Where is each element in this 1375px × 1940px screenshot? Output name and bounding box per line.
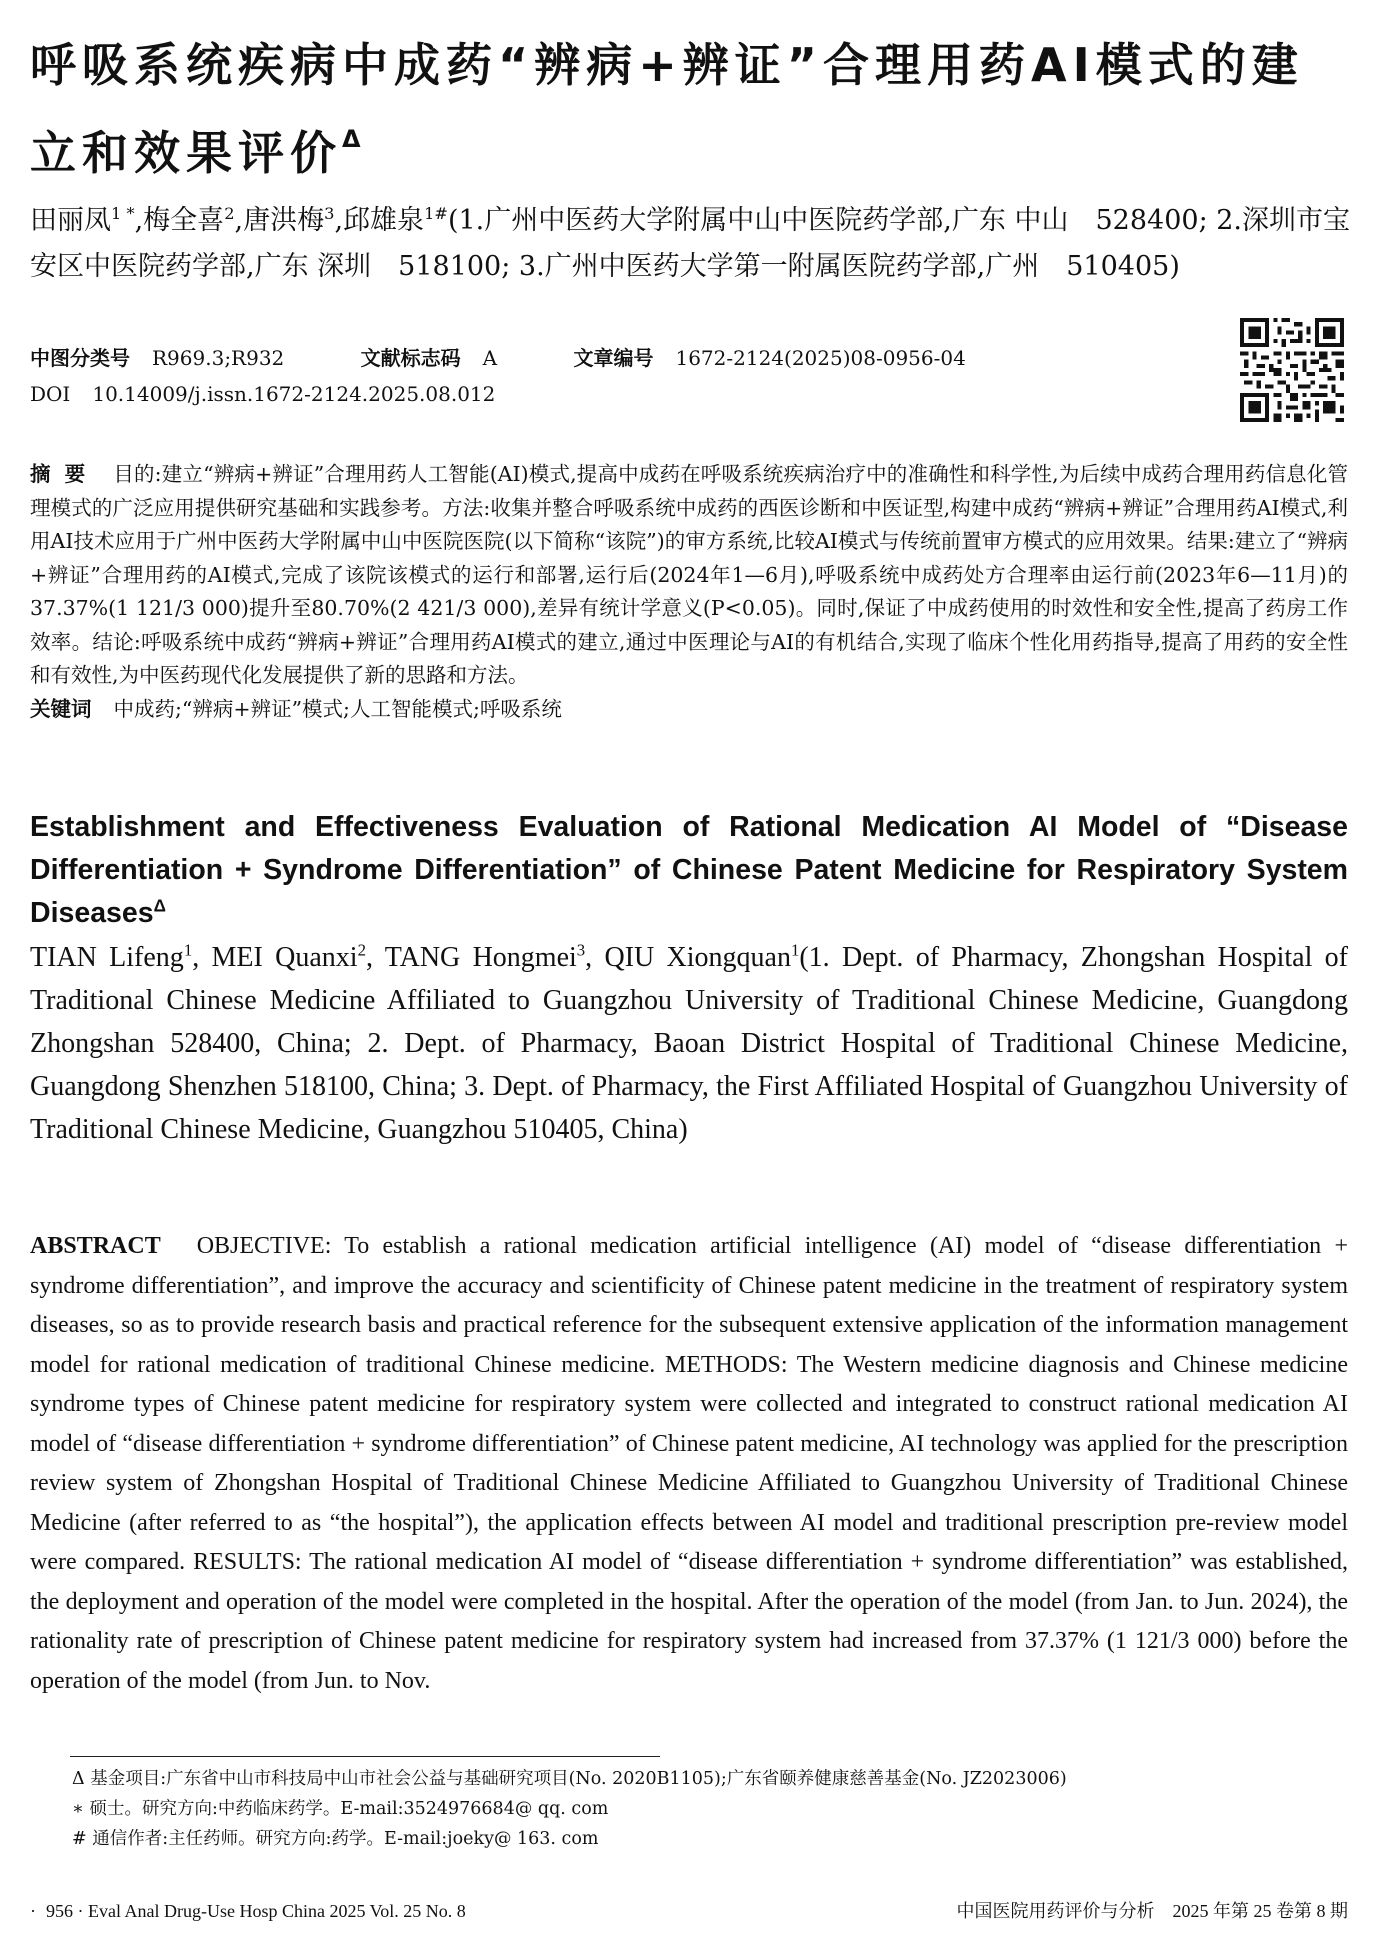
english-title <box>30 806 1348 935</box>
footer-dot: · <box>30 1901 36 1921</box>
english-author-1-mark: 1 <box>183 940 193 960</box>
chinese-abstract-paragraph <box>30 458 1348 693</box>
page-footer <box>30 1895 1348 1927</box>
doi-row <box>30 376 966 412</box>
english-author-4-mark: 1 <box>790 940 800 960</box>
doc-code-value: A <box>482 346 498 370</box>
english-title-fund-mark: Δ <box>153 896 166 916</box>
doi-label: DOI <box>30 382 71 406</box>
chinese-title-fund-mark: Δ <box>342 125 361 153</box>
chinese-keywords <box>30 693 1348 727</box>
english-authors <box>30 936 1348 1151</box>
footer-journal-en-text: 956 · Eval Anal Drug-Use Hosp China 2025 Vol. 25 No. 8 <box>46 1901 466 1921</box>
english-title-text: Establishment and Effectiveness Evaluation of Rational Medication AI Model of “Disease Differentiation + Syndrome Differentiation” of Chinese Patent Medicine for Respiratory System Diseases <box>30 811 1348 929</box>
classification-row <box>30 340 966 376</box>
article-metadata <box>30 340 966 412</box>
author-3: 唐洪梅 <box>243 205 325 236</box>
english-abstract-label: ABSTRACT <box>30 1233 161 1259</box>
qr-code-icon[interactable] <box>1240 318 1344 422</box>
doi-value: 10.14009/j.issn.1672-2124.2025.08.012 <box>92 382 496 406</box>
chinese-keywords-label: 关键词 <box>30 696 92 721</box>
article-number-value: 1672-2124(2025)08-0956-04 <box>675 346 966 370</box>
english-author-3-mark: 3 <box>576 940 586 960</box>
english-author-1: TIAN Lifeng <box>30 942 184 973</box>
english-abstract-text: OBJECTIVE: To establish a rational medication artificial intelligence (AI) model of “disease differentiation + syndrome differentiation”, and improve the accuracy and scientificity of Chinese patent medicine in the treatment of respiratory system diseases, so as to provide research basis and practical reference for the subsequent extensive application of the information management model for rational medication of traditional Chinese medicine. METHODS: The Western medicine diagnosis and Chinese medicine syndrome types of Chinese patent medicine for respiratory system were collected and integrated to construct rational medication AI model of “disease differentiation + syndrome differentiation” of Chinese patent medicine, AI technology was applied for the prescription review system of Zhongshan Hospital of Traditional Chinese Medicine Affiliated to Guangzhou University of Traditional Chinese Medicine (after referred to as “the hospital”), the application effects between AI model and traditional prescription pre-review model were compared. RESULTS: The rational medication AI model of “disease differentiation + syndrome differentiation” was established, the deployment and operation of the model were completed in the hospital. After the operation of the model (from Jan. to Jun. 2024), the rationality rate of prescription of Chinese patent medicine for respiratory system had increased from 37.37% (1 121/3 000) before the operation of the model (from Jun. to Nov. <box>30 1233 1348 1694</box>
english-abstract <box>30 1227 1348 1701</box>
chinese-authors: 田丽凤$^{1 *}$,梅全喜$^2$,唐洪梅$^3$,邱雄泉$^{1\#}$(1.广州中医药大学附属中山中医院药学部,广东 中山 528400; 2.深圳市宝安区中医院药学部,广东 深圳 518100; 3.广州中医药大学第一附属医院药学部,广州 510405) <box>30 204 1351 282</box>
footnote-author: ∗ 硕士。研究方向:中药临床药学。E-mail:3524976684@ qq. com <box>72 1799 609 1819</box>
author-4: 邱雄泉 <box>343 205 425 236</box>
doc-code-label: 文献标志码 <box>360 346 461 370</box>
author-4-mark: 1# <box>424 204 448 223</box>
footnote-fund: Δ 基金项目:广东省中山市科技局中山市社会公益与基础研究项目(No. 2020B1105);广东省颐养健康慈善基金(No. JZ2023006) <box>72 1769 1067 1789</box>
chinese-affiliations: (1.广州中医药大学附属中山中医院药学部,广东 中山 528400; 2.深圳市宝安区中医院药学部,广东 深圳 518100; 3.广州中医药大学第一附属医院药学部,广州 510405) <box>30 205 1351 282</box>
english-author-4: , QIU Xiongquan <box>585 942 791 973</box>
chinese-abstract-label: 摘要 <box>30 462 100 486</box>
chinese-title <box>30 28 1350 190</box>
chinese-abstract-text: 目的:建立“辨病+辨证”合理用药人工智能(AI)模式,提高中成药在呼吸系统疾病治疗中的准确性和科学性,为后续中成药合理用药信息化管理模式的广泛应用提供研究基础和实践参考。方法:收集并整合呼吸系统中成药的西医诊断和中医证型,构建中成药“辨病+辨证”合理用药AI模式,利用AI技术应用于广州中医药大学附属中山中医院医院(以下简称“该院”)的审方系统,比较AI模式与传统前置审方模式的应用效果。结果:建立了“辨病+辨证”合理用药的AI模式,完成了该院该模式的运行和部署,运行后(2024年1—6月),呼吸系统中成药处方合理率由运行前(2023年6—11月)的37.37%(1 121/3 000)提升至80.70%(2 421/3 000),差异有统计学意义(P<0.05)。同时,保证了中成药使用的时效性和安全性,提高了药房工作效率。结论:呼吸系统中成药“辨病+辨证”合理用药AI模式的建立,通过中医理论与AI的有机结合,实现了临床个性化用药指导,提高了用药的安全性和有效性,为中医药现代化发展提供了新的思路和方法。 <box>30 462 1348 687</box>
english-author-2: , MEI Quanxi <box>192 942 358 973</box>
clc-value: R969.3;R932 <box>152 346 285 370</box>
author-2-mark: 2 <box>224 204 235 223</box>
footnote-divider <box>70 1756 660 1757</box>
english-author-3: , TANG Hongmei <box>365 942 577 973</box>
chinese-keywords-text: 中成药;“辨病+辨证”模式;人工智能模式;呼吸系统 <box>113 696 562 721</box>
author-2: 梅全喜 <box>143 205 225 236</box>
chinese-abstract <box>30 458 1348 726</box>
author-1-mark: 1 * <box>111 204 135 223</box>
clc-label: 中图分类号 <box>30 346 130 370</box>
author-3-mark: 3 <box>324 204 335 223</box>
footer-journal-cn: 中国医院用药评价与分析 2025 年第 25 卷第 8 期 <box>956 1901 1348 1921</box>
footnotes <box>72 1764 1332 1854</box>
chinese-title-text: 呼吸系统疾病中成药“辨病+辨证”合理用药AI模式的建立和效果评价 <box>30 38 1304 180</box>
article-number-label: 文章编号 <box>573 346 654 370</box>
english-author-2-mark: 2 <box>357 940 366 960</box>
footnote-corresponding-author: # 通信作者:主任药师。研究方向:药学。E-mail:joeky@ 163. com <box>72 1829 599 1849</box>
english-affiliations: (1. Dept. of Pharmacy, Zhongshan Hospital of Traditional Chinese Medicine Affiliated to Guangzhou University of Traditional Chinese Medicine, Guangdong Zhongshan 528400, China; 2. Dept. of Pharmacy, Baoan District Hospital of Traditional Chinese Medicine, Guangdong Shenzhen 518100, China; 3. Dept. of Pharmacy, the First Affiliated Hospital of Guangzhou University of Traditional Chinese Medicine, Guangzhou 510405, China) <box>30 942 1348 1145</box>
author-1: 田丽凤 <box>30 205 112 236</box>
footer-journal-en <box>30 1895 466 1927</box>
